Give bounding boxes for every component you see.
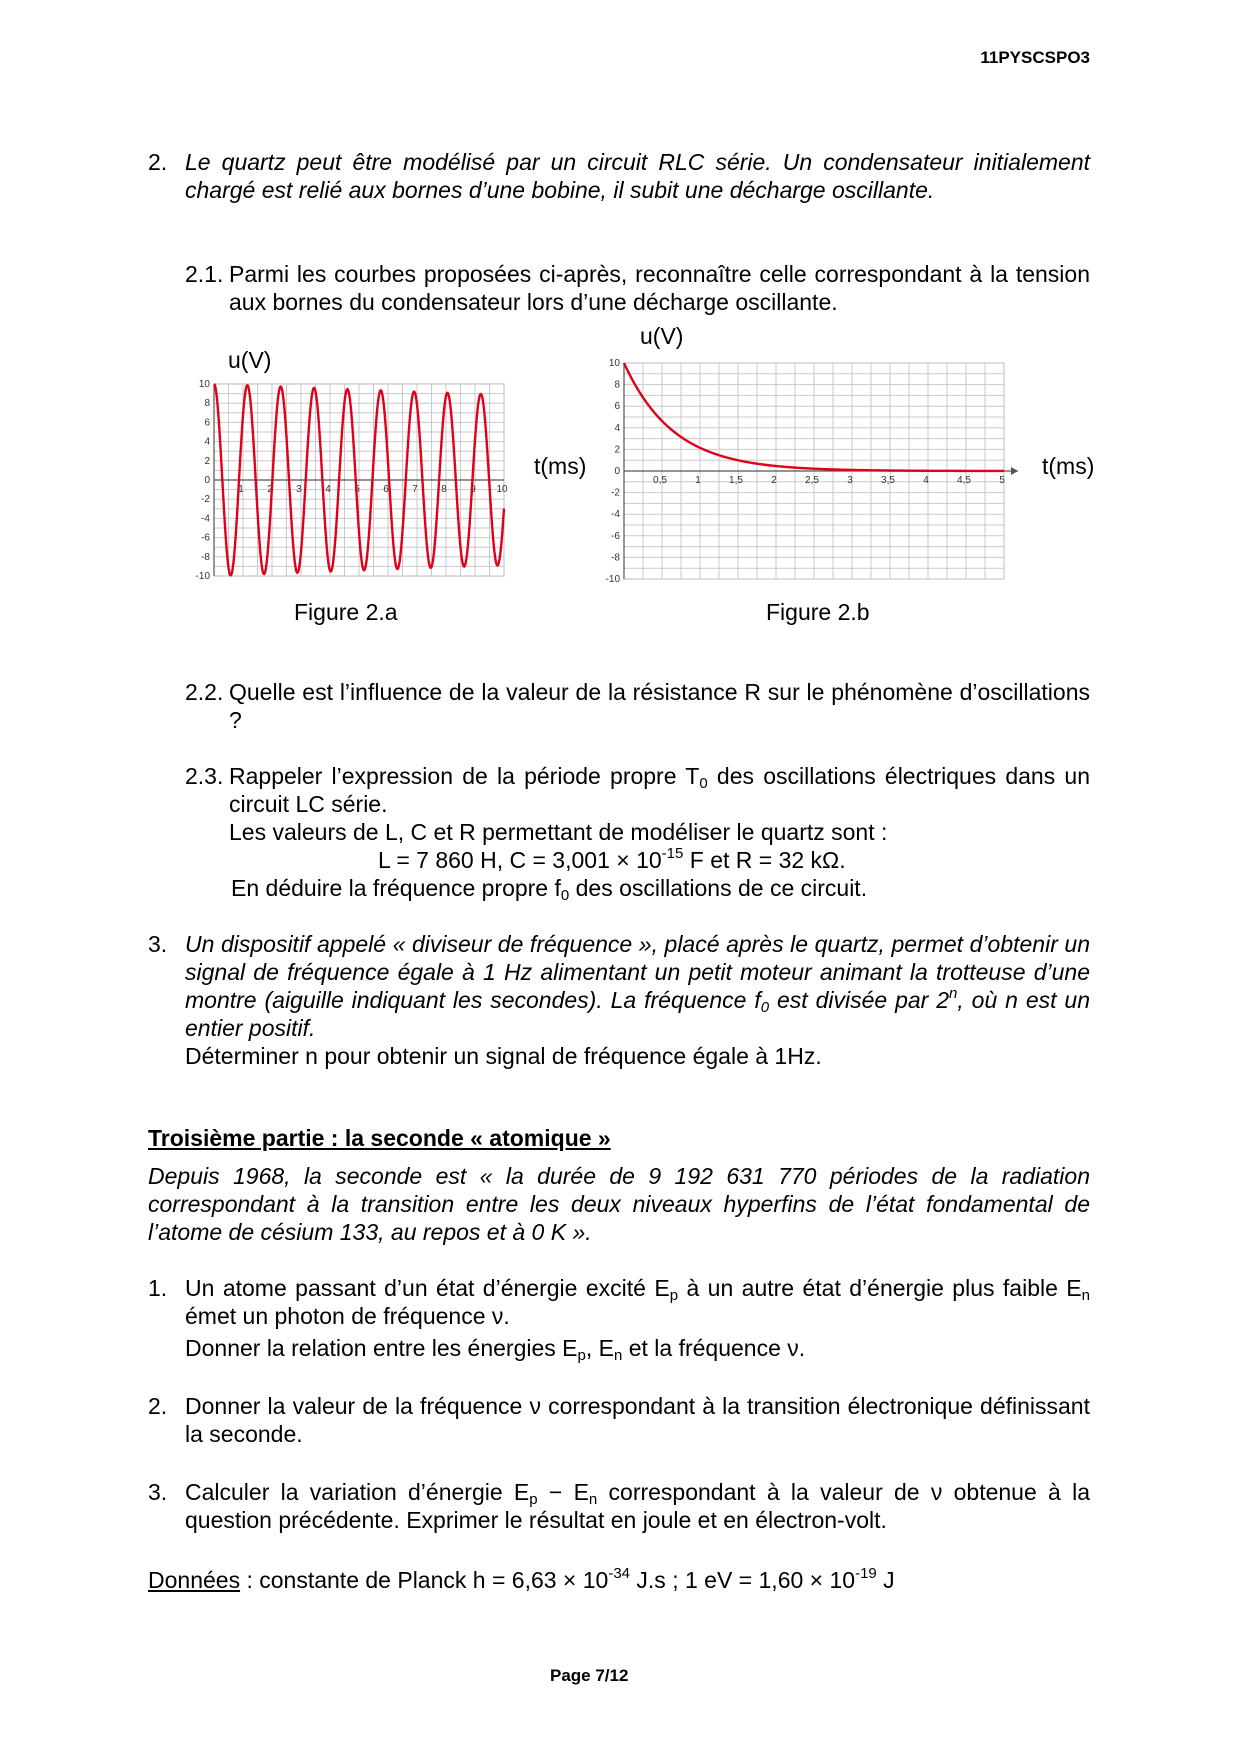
part3-title: Troisième partie : la seconde « atomique » xyxy=(148,1125,611,1151)
y-tick-label: 4 xyxy=(204,436,210,448)
x-tick-label: 1,5 xyxy=(729,475,743,486)
x-tick-label: 2 xyxy=(267,484,273,495)
x-tick-label: 10 xyxy=(496,484,508,495)
x-tick-label: 4 xyxy=(923,475,929,486)
document-code: 11PYSCSPO3 xyxy=(980,48,1090,67)
y-tick-label: -8 xyxy=(201,551,210,563)
x-tick-label: 1 xyxy=(238,484,244,495)
x-tick-label: 4,5 xyxy=(957,475,971,486)
x-tick-label: 1 xyxy=(695,475,701,486)
x-tick-label: 9 xyxy=(470,484,476,495)
p3q1-line3: Donner la relation entre les énergies $E_p$, $E_n$ et la fréquence ν. xyxy=(185,1335,806,1364)
q23-formula: L = 7 860 H, $C = 3,001 \times 10^{-15}$ F et R = 32 kΩ. xyxy=(378,845,846,873)
p3q3-number: 3. xyxy=(148,1479,168,1505)
q23-line4: En déduire la fréquence propre $f_0$ des oscillations de ce circuit. xyxy=(231,875,868,904)
x-tick-label: 5 xyxy=(354,484,360,495)
x-tick-label: 5 xyxy=(999,475,1005,486)
y-tick-label: 2 xyxy=(204,455,210,467)
x-tick-label: 2,5 xyxy=(805,475,819,486)
fig-b-caption: Figure 2.b xyxy=(766,599,870,625)
y-tick-label: -2 xyxy=(611,487,620,499)
q22-text: Quelle est l’influence de la valeur de la résistance R sur le phénomène d’oscillations ? xyxy=(229,679,1090,733)
x-tick-label: 3 xyxy=(847,475,853,486)
y-tick-label: 6 xyxy=(204,417,210,429)
y-tick-label: -10 xyxy=(605,574,620,585)
fig-a-caption: Figure 2.a xyxy=(294,599,398,625)
q2-text: Le quartz peut être modélisé par un circuit RLC série. Un condensateur initialement chargé est relié aux bornes d’une bobine, il subit une décharge oscillante. xyxy=(185,149,1090,203)
y-tick-label: 4 xyxy=(614,422,620,434)
donnees-label: Données xyxy=(148,1567,241,1593)
x-tick-label: 3 xyxy=(296,484,302,495)
x-tick-label: 3,5 xyxy=(881,475,895,486)
q21-text: Parmi les courbes proposées ci-après, reconnaître celle correspondant à la tension aux bornes du condensateur lors d’une décharge oscillante. xyxy=(229,261,1090,315)
y-tick-label: 6 xyxy=(614,401,620,413)
q23-text: Rappeler l’expression de la période propre $T_0$ des oscillations électriques dans un circuit LC série. xyxy=(229,763,1091,817)
q3-line2: Déterminer n pour obtenir un signal de fréquence égale à 1Hz. xyxy=(185,1043,822,1069)
q22-number: 2.2. xyxy=(185,679,224,705)
p3q2-number: 2. xyxy=(148,1393,168,1419)
x-tick-label: 7 xyxy=(412,484,418,495)
x-tick-label: 4 xyxy=(325,484,331,495)
q21-number: 2.1. xyxy=(185,261,224,287)
y-tick-label: -4 xyxy=(201,513,210,525)
y-tick-label: -6 xyxy=(201,532,210,544)
y-tick-label: -6 xyxy=(611,530,620,542)
figure-2b-chart xyxy=(594,355,1042,587)
p3q2-text: Donner la valeur de la fréquence ν correspondant à la transition électronique définissant la seconde. xyxy=(185,1393,1090,1447)
y-tick-label: 8 xyxy=(614,379,620,391)
donnees-line: Données : constante de Planck $h = 6,63 \times 10^{-34}$ J.s ; 1 eV = $1,60 \times 10^{-19}$ J xyxy=(148,1565,895,1593)
y-tick-label: -4 xyxy=(611,509,620,521)
y-tick-label: -2 xyxy=(201,494,210,506)
y-tick-label: -10 xyxy=(195,571,210,582)
fig-b-xlabel: t(ms) xyxy=(1042,453,1095,479)
q3-text: Un dispositif appelé « diviseur de fréquence », placé après le quartz, permet d’obtenir un signal de fréquence égale à 1 Hz alimentant un petit moteur animant la trotteuse d’une montre (aiguille indiquant les secondes). La fréquence $f_0$ est divisée par 2$^n$, où n est un entier positif. xyxy=(185,931,1091,1041)
x-tick-label: 6 xyxy=(383,484,389,495)
y-tick-label: 2 xyxy=(614,444,620,456)
x-tick-label: 0,5 xyxy=(653,475,667,486)
p3q1-text: Un atome passant d’un état d’énergie excité $E_p$ à un autre état d’énergie plus faible $E_n$ émet un photon de fréquence ν. xyxy=(185,1275,1090,1329)
x-tick-label: 8 xyxy=(441,484,447,495)
p3q1-number: 1. xyxy=(148,1275,168,1301)
y-tick-label: 8 xyxy=(204,398,210,410)
p3q3-text: Calculer la variation d’énergie $E_p - E_n$ correspondant à la valeur de ν obtenue à la question précédente. Exprimer le résultat en joule et en électron-volt. xyxy=(185,1479,1090,1533)
x-tick-label: 2 xyxy=(771,475,777,486)
y-tick-label: 0 xyxy=(204,475,210,486)
q23-line2: Les valeurs de L, C et R permettant de modéliser le quartz sont : xyxy=(229,819,888,845)
q3-number: 3. xyxy=(148,931,168,957)
fig-a-ylabel: u(V) xyxy=(228,347,272,373)
y-tick-label: 10 xyxy=(198,380,210,390)
y-tick-label: -8 xyxy=(611,552,620,564)
x-axis-arrow xyxy=(1011,467,1018,475)
q2-number: 2. xyxy=(148,149,168,175)
fig-a-xlabel: t(ms) xyxy=(534,453,587,479)
figure-2a-chart xyxy=(192,380,530,586)
page-number: Page 7/12 xyxy=(550,1666,629,1685)
y-tick-label: 0 xyxy=(614,466,620,477)
part3-intro: Depuis 1968, la seconde est « la durée de 9 192 631 770 périodes de la radiation correspondant à la transition entre les deux niveaux hyperfins de l’état fondamental de l’atome de césium 133, au repos et à 0 K ». xyxy=(148,1163,1090,1245)
fig-b-ylabel: u(V) xyxy=(640,323,684,349)
q23-number: 2.3. xyxy=(185,763,224,789)
y-tick-label: 10 xyxy=(608,358,620,369)
